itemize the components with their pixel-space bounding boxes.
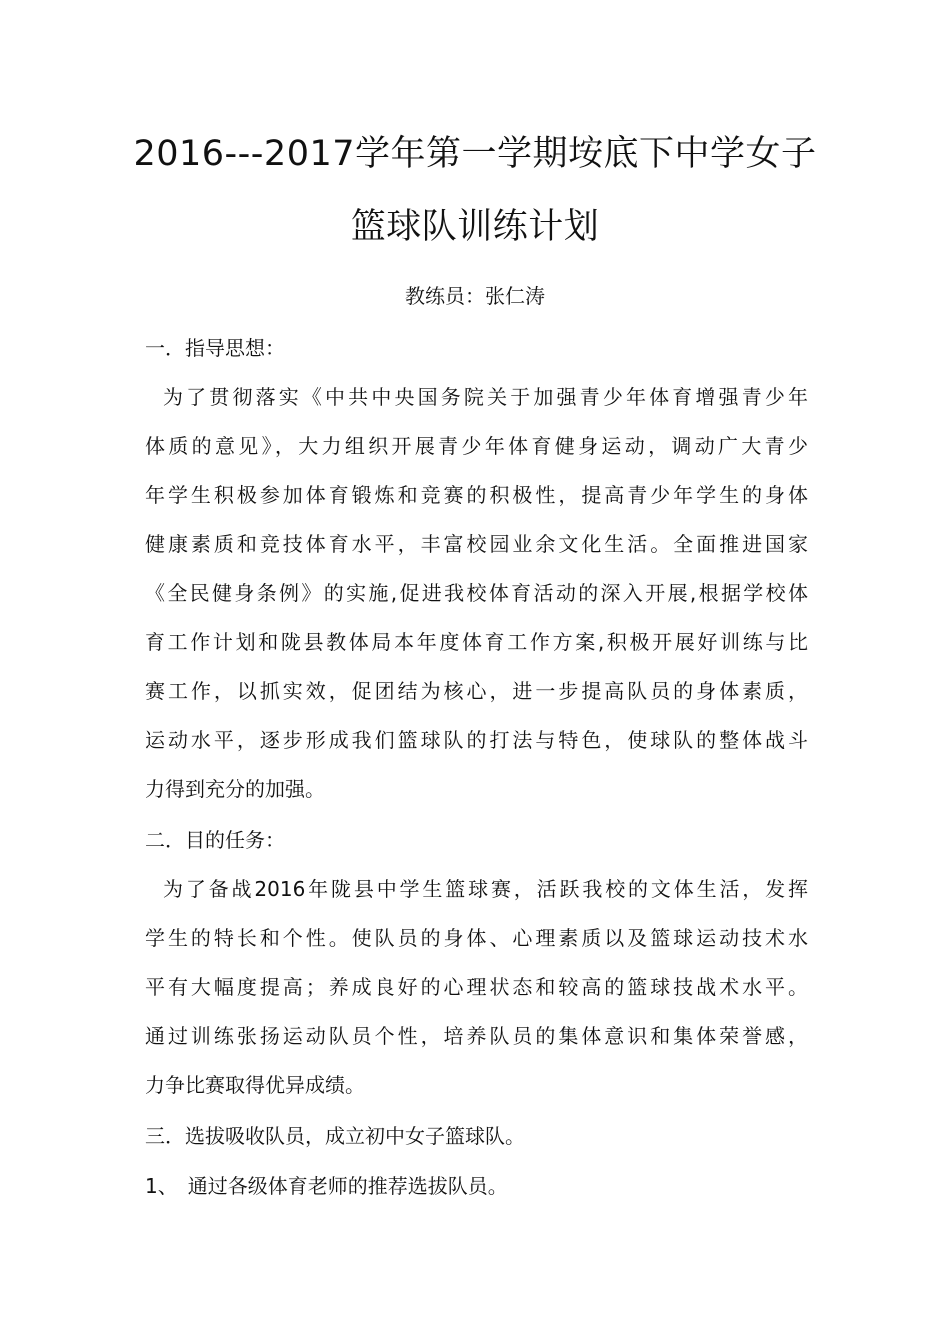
section1-line: 为了贯彻落实《中共中央国务院关于加强青少年体育增强青少年 [163, 385, 808, 409]
section2-line: 力争比赛取得优异成绩。 [145, 1073, 365, 1097]
section3-item: 1、 通过各级体育老师的推荐选拔队员。 [145, 1174, 508, 1198]
section3-heading: 三．选拔吸收队员，成立初中女子篮球队。 [145, 1124, 525, 1148]
section1-heading: 一．指导思想： [145, 336, 285, 360]
section2-line: 平有大幅度提高；养成良好的心理状态和较高的篮球技战术水平。 [145, 975, 808, 999]
document-title-line1: 2016---2017学年第一学期垵底下中学女子 [133, 134, 817, 174]
section1-line: 健康素质和竞技体育水平，丰富校园业余文化生活。全面推进国家 [145, 532, 808, 556]
coach-name: 教练员：张仁涛 [405, 284, 545, 308]
section2-line: 通过训练张扬运动队员个性，培养队员的集体意识和集体荣誉感， [145, 1024, 808, 1048]
section1-line: 力得到充分的加强。 [145, 777, 325, 801]
section1-line: 赛工作，以抓实效，促团结为核心，进一步提高队员的身体素质， [145, 679, 808, 703]
section1-line: 《全民健身条例》的实施,促进我校体育活动的深入开展,根据学校体 [145, 581, 808, 605]
document-title-line2: 篮球队训练计划 [350, 207, 600, 247]
section1-line: 年学生积极参加体育锻炼和竞赛的积极性，提高青少年学生的身体 [145, 483, 808, 507]
section1-line: 体质的意见》，大力组织开展青少年体育健身运动，调动广大青少 [145, 434, 808, 458]
section2-heading: 二．目的任务： [145, 828, 285, 852]
section2-line: 为了备战2016年陇县中学生篮球赛，活跃我校的文体生活，发挥 [163, 877, 808, 901]
section2-line: 学生的特长和个性。使队员的身体、心理素质以及篮球运动技术水 [145, 926, 808, 950]
section1-line: 运动水平，逐步形成我们篮球队的打法与特色，使球队的整体战斗 [145, 728, 808, 752]
section1-line: 育工作计划和陇县教体局本年度体育工作方案,积极开展好训练与比 [145, 630, 808, 654]
